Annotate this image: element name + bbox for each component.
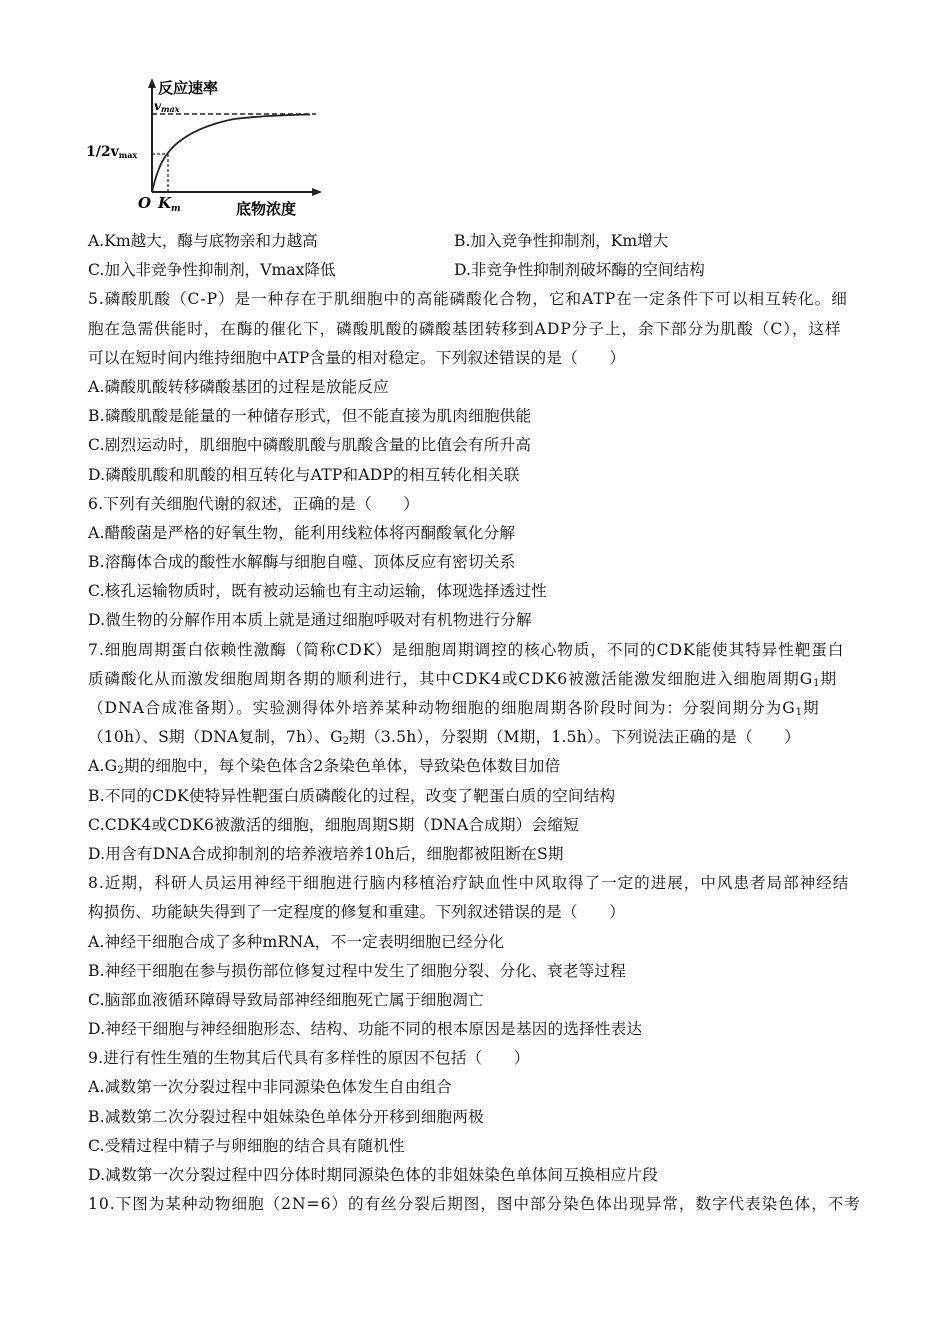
q7-option-d: D.用含有DNA合成抑制剂的培养液培养10h后，细胞都被阻断在S期 bbox=[88, 844, 564, 863]
q6-option-b: B.溶酶体合成的酸性水解酶与细胞自噬、顶体反应有密切关系 bbox=[88, 553, 516, 572]
q5-option-a: A.磷酸肌酸转移磷酸基团的过程是放能反应 bbox=[88, 377, 389, 396]
q4-option-b: B.加入竞争性抑制剂，Km增大 bbox=[454, 232, 669, 250]
q5-stem-line-1: 5.磷酸肌酸（C-P）是一种存在于肌细胞中的高能磷酸化合物，它和ATP在一定条件下可以相互转化。细 bbox=[88, 290, 848, 309]
michaelis-menten-graph bbox=[84, 74, 324, 224]
q8-option-a: A.神经干细胞合成了多种mRNA，不一定表明细胞已经分化 bbox=[88, 932, 505, 951]
q5-option-b: B.磷酸肌酸是能量的一种储存形式，但不能直接为肌肉细胞供能 bbox=[88, 407, 532, 426]
q7-option-a: $A.G_2$期的细胞中，每个染色体含2条染色单体，导致染色体数目加倍 bbox=[88, 757, 561, 777]
q6-option-c: C.核孔运输物质时，既有被动运输也有主动运输，体现选择透过性 bbox=[88, 582, 547, 601]
q8-option-c: C.脑部血液循环障碍导致局部神经细胞死亡属于细胞凋亡 bbox=[88, 990, 484, 1009]
half-vmax-label: 1/2vmax bbox=[86, 144, 138, 160]
q7-stem-line-2: 质磷酸化从而激发细胞周期各期的顺利进行，其中CDK4或CDK6被激活能激发细胞进入细胞周期$G_1$期 bbox=[88, 669, 837, 689]
q9-option-d: D.减数第一次分裂过程中四分体时期同源染色体的非姐妹染色单体间互换相应片段 bbox=[88, 1166, 659, 1184]
enzyme-kinetics-figure bbox=[84, 74, 324, 224]
y-axis-label: 反应速率 bbox=[158, 79, 219, 97]
x-axis-label: 底物浓度 bbox=[236, 200, 297, 218]
question-text bbox=[88, 227, 878, 1219]
q9-option-a: A.减数第一次分裂过程中非同源染色体发生自由组合 bbox=[88, 1078, 453, 1097]
q8-stem-line-1: 8.近期，科研人员运用神经干细胞进行脑内移植治疗缺血性中风取得了一定的进展，中风患者局部神经结 bbox=[88, 874, 850, 893]
q5-option-c: C.剧烈运动时，肌细胞中磷酸肌酸与肌酸含量的比值会有所升高 bbox=[88, 436, 532, 455]
q5-stem-line-2: 胞在急需供能时，在酶的催化下，磷酸肌酸的磷酸基团转移到ADP分子上，余下部分为肌酸（C），这样 bbox=[88, 319, 842, 338]
q6-stem: 6.下列有关细胞代谢的叙述，正确的是（ ） bbox=[88, 494, 420, 513]
origin-label: O bbox=[138, 194, 152, 212]
q7-stem-line-3: （DNA合成准备期）。实验测得体外培养某种动物细胞的细胞周期各阶段时间为：分裂间期分为$G_1$期 bbox=[88, 699, 820, 718]
q8-stem-line-2: 构损伤、功能缺失得到了一定程度的修复和重建。下列叙述错误的是（ ） bbox=[88, 903, 625, 922]
q4-options-row-1 bbox=[88, 227, 878, 256]
x-axis-arrow bbox=[312, 188, 322, 196]
q7-stem-line-1: 7.细胞周期蛋白依赖性激酶（简称CDK）是细胞周期调控的核心物质，不同的CDK能使其特异性靶蛋白 bbox=[88, 640, 845, 659]
q6-option-a: A.醋酸菌是严格的好氧生物，能利用线粒体将丙酮酸氧化分解 bbox=[88, 523, 516, 542]
q8-option-d: D.神经干细胞与神经细胞形态、结构、功能不同的根本原因是基因的选择性表达 bbox=[88, 1020, 643, 1039]
q4-option-d: D.非竞争性抑制剂破坏酶的空间结构 bbox=[454, 261, 705, 280]
q4-option-a: A.Km越大，酶与底物亲和力越高 bbox=[88, 232, 318, 250]
q4-options-row-2 bbox=[88, 256, 878, 285]
q7-stem-line-4: （10h）、S期（DNA复制，7h）、$G_2$期（3.5h），分裂期（M期，1.5h）。下列说法正确的是（ ） bbox=[88, 728, 801, 748]
saturation-curve bbox=[152, 115, 310, 193]
q5-option-d: D.磷酸肌酸和肌酸的相互转化与ATP和ADP的相互转化相关联 bbox=[88, 465, 520, 484]
q9-option-c: C.受精过程中精子与卵细胞的结合具有随机性 bbox=[88, 1136, 405, 1155]
km-label: $K_m$ bbox=[158, 194, 181, 214]
vmax-label: vmax bbox=[154, 99, 180, 114]
q5-stem-line-3: 可以在短时间内维持细胞中ATP含量的相对稳定。下列叙述错误的是（ ） bbox=[88, 348, 626, 367]
q9-stem: 9.进行有性生殖的生物其后代具有多样性的原因不包括（ ） bbox=[88, 1049, 530, 1068]
y-axis-arrow bbox=[148, 78, 156, 88]
q4-option-c: C.加入非竞争性抑制剂，Vmax降低 bbox=[88, 261, 336, 280]
q10-stem-line-1: 10.下图为某种动物细胞（2N=6）的有丝分裂后期图，图中部分染色体出现异常，数字代表染色体，不考 bbox=[88, 1195, 861, 1214]
q7-option-b: B.不同的CDK使特异性靶蛋白质磷酸化的过程，改变了靶蛋白质的空间结构 bbox=[88, 786, 616, 805]
q7-option-c: C.CDK4或CDK6被激活的细胞，细胞周期S期（DNA合成期）会缩短 bbox=[88, 815, 579, 834]
q9-option-b: B.减数第二次分裂过程中姐妹染色单体分开移到细胞两极 bbox=[88, 1107, 484, 1126]
q6-option-d: D.微生物的分解作用本质上就是通过细胞呼吸对有机物进行分解 bbox=[88, 611, 532, 630]
q8-option-b: B.神经干细胞在参与损伤部位修复过程中发生了细胞分裂、分化、衰老等过程 bbox=[88, 961, 627, 980]
